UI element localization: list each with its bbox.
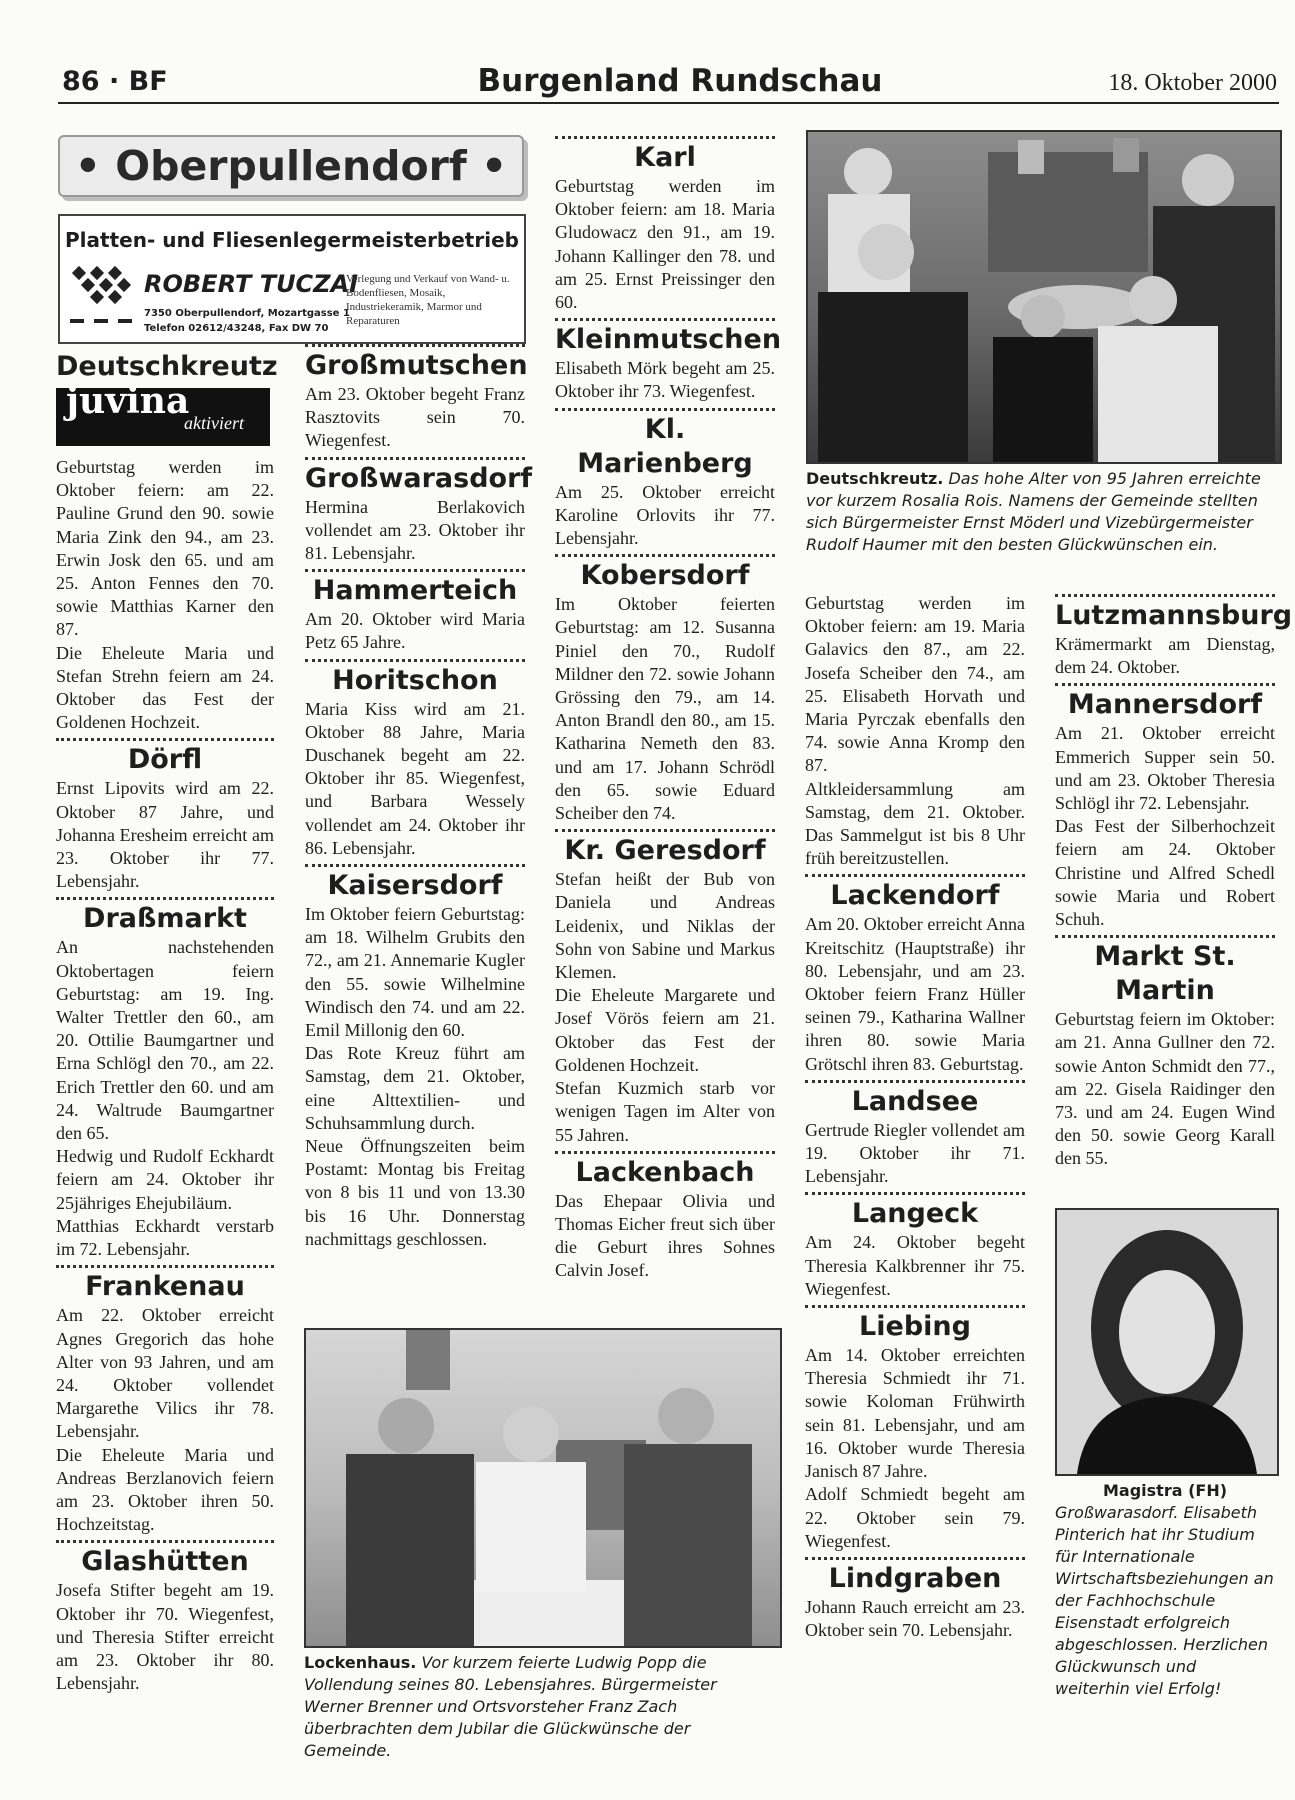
ad-company-name: ROBERT TUCZAI [144,270,359,298]
caption-place: Deutschkreutz. [806,469,944,488]
article-text: Josefa Stifter begeht am 19. Oktober ihr 70. Wiegenfest, und Theresia Stifter erreicht am 23. Oktober ihr 80. Lebensjahr. [56,1580,274,1694]
tile-logo-icon [68,264,140,334]
section-divider [56,1265,274,1268]
article-text: Die Eheleute Maria und Stefan Strehn feiern am 24. Oktober das Fest der Goldenen Hochzeit. [56,642,274,733]
ad-address [144,306,350,336]
caption-title: Magistra (FH) [1102,1481,1228,1500]
article-text: Matthias Eckhardt verstarb im 72. Lebensjahr. [56,1215,274,1260]
section-title: Lackenbach [575,1156,755,1188]
section-divider [1055,594,1275,597]
column-5 [1055,594,1293,1171]
section-divider [805,1080,1025,1083]
section-divider [805,1305,1025,1308]
article-text: Am 20. Oktober erreicht Anna Kreitschitz (Hauptstraße) ihr 80. Lebensjahr, und am 23. Oktober feiern Franz Hüller seinen 79., Katharina Wallner ihren 80. sowie Maria Grötschl ihren 83. Geburtstag. [805,914,1025,1074]
article-text: Altkleidersammlung am Samstag, dem 21. Oktober. Das Sammelgut ist bis 8 Uhr früh bereitzustellen. [805,778,1025,869]
section-title: Kaisersdorf [327,870,503,902]
caption-text: Vor kurzem feierte Ludwig Popp die Vollendung seines 80. Lebensjahres. Bürgermeister Werner Brenner und Ortsvorsteher Franz Zach überbrachten dem Jubilar die Glückwünsche der Gemeinde. [304,1653,717,1760]
section-divider [56,738,274,741]
article-text: Geburtstag feiern im Oktober: am 21. Anna Gullner den 72. sowie Anton Schmidt den 77., am 22. Gisela Raidinger den 73. und am 24. Eugen Wind den 50. sowie Georg Karall den 55. [1055,1009,1275,1169]
section-divider [555,318,775,321]
ad-headline: Platten- und Fliesenlegermeisterbetrieb [65,228,519,252]
section-title: Kl. Marienberg [577,413,753,479]
caption-text: Das hohe Alter von 95 Jahren erreichte vor kurzem Rosalia Rois. Namens der Gemeinde stellten sich Bürgermeister Ernst Möderl und Vizebürgermeister Rudolf Haumer mit den besten Glückwünschen ein. [806,469,1261,554]
article-text: Adolf Schmiedt begeht am 22. Oktober sein 79. Wiegenfest. [805,1484,1025,1551]
article-text: Gertrude Riegler vollendet am 19. Oktober ihr 71. Lebensjahr. [805,1119,1025,1187]
article-text: Elisabeth Mörk begeht am 25. Oktober ihr 73. Wiegenfest. [555,358,775,402]
article-text: Stefan Kuzmich starb vor wenigen Tagen im Alter von 55 Jahren. [555,1078,775,1145]
section-title: Mannersdorf [1067,689,1263,721]
tile-company-ad [58,214,526,344]
article-text: Im Oktober feiern Geburtstag: am 18. Wilhelm Grubits den 72., am 21. Annemarie Kugler den 55. sowie Wilhelmine Windisch den 74. und am 22. Emil Millonig den 60. [305,904,525,1041]
section-divider [805,874,1025,877]
section-divider [805,1192,1025,1195]
photo-birthday-visit [806,130,1282,464]
section-title: Kobersdorf [580,560,750,592]
section-divider [1055,683,1275,686]
portrait-caption [1055,1480,1275,1700]
article-text: Johann Rauch erreicht am 23. Oktober sein 70. Lebensjahr. [805,1596,1025,1641]
section-title: Lackendorf [830,880,1000,912]
photo-people-icon [306,1330,780,1646]
logo-text: juvina [66,380,190,422]
ad-street: 7350 Oberpullendorf, Mozartgasse 1 [144,308,350,319]
section-title: Markt St. Martin [1094,941,1236,1007]
article-text: Ernst Lipovits wird am 22. Oktober 87 Jahre, und Johanna Eresheim erreicht am 23. Oktober ihr 77. Lebensjahr. [56,778,274,892]
section-title: Kr. Geresdorf [564,835,766,867]
section-divider [56,897,274,900]
photo-portrait [1055,1208,1279,1476]
article-text: Die Eheleute Margarete und Josef Vörös feiern am 21. Oktober das Fest der Goldenen Hochzeit. [555,985,775,1075]
caption-text: Großwarasdorf. Elisabeth Pinterich hat ihr Studium für Internationale Wirtschaftsbeziehungen an der Fachhochschule Eisenstadt erfolgreich abgeschlossen. Herzlichen Glückwunsch und weiterhin viel Erfolg! [1055,1503,1274,1698]
section-divider [555,1151,775,1154]
section-divider [305,659,525,662]
column-3 [555,136,782,1283]
article-text: An nachstehenden Oktobertagen feiern Geburtstag: am 19. Ing. Walter Trettler den 60., am 20. Ottilie Baumgartner und Erna Schlögl den 70., am 22. Erich Trettler den 60. und am 24. Waltrude Baumgartner den 65. [56,937,274,1144]
newspaper-title: Burgenland Rundschau [477,63,883,99]
article-text: Hermina Berlakovich vollendet am 23. Oktober ihr 81. Lebensjahr. [305,496,525,564]
section-divider [305,457,525,460]
section-title: Glashütten [81,1546,249,1578]
photo-jubilee [304,1328,782,1648]
article-text: Die Eheleute Maria und Andreas Berzlanovich feiern am 23. Oktober ihren 50. Hochzeitstag. [56,1444,274,1535]
section-title: Kleinmutschen [555,324,782,356]
article-text: Am 23. Oktober begeht Franz Rasztovits sein 70. Wiegenfest. [305,384,525,451]
region-banner [58,135,524,197]
column-1 [56,350,278,1695]
section-title: Großmutschen [305,350,528,381]
section-title: Langeck [851,1198,979,1230]
article-text: Das Ehepaar Olivia und Thomas Eicher freut sich über die Geburt ihres Sohnes Calvin Josef. [555,1190,775,1281]
section-title: Deutschkreutz [56,351,278,382]
section-divider [555,408,775,411]
juvina-logo [56,380,270,446]
article-text: Neue Öffnungszeiten beim Postamt: Montag bis Freitag von 8 bis 11 und von 13.30 bis 16 Uhr. Donnerstag nachmittags geschlossen. [305,1136,525,1249]
logo-subtext: aktiviert [184,413,244,433]
column-4 [805,592,1025,1642]
article-text: Am 21. Oktober erreicht Emmerich Supper sein 50. und am 23. Oktober Theresia Schlögl ihr 72. Lebensjahr. [1055,723,1275,814]
article-text: Das Fest der Silberhochzeit feiern am 24. Oktober Christine und Alfred Schedl sowie Maria und Robert Schuh. [1055,816,1275,930]
section-title: Großwarasdorf [305,462,533,494]
section-title: Horitschon [332,664,498,696]
section-title: Hammerteich [312,575,518,607]
article-text: Am 20. Oktober wird Maria Petz 65 Jahre. [305,609,525,653]
section-divider [555,136,775,139]
section-title: Lutzmannsburg [1055,600,1293,631]
issue-date: 18. Oktober 2000 [1108,70,1277,96]
article-text: Geburtstag werden im Oktober feiern: am 22. Pauline Grund den 90. sowie Maria Zink den 94., am 23. Erwin Josk den 65. und am 25. Anton Fennes den 70. sowie Matthias Karner den 87. [56,457,274,640]
section-title: Draßmarkt [83,903,247,935]
section-divider [56,1540,274,1543]
section-title: Landsee [851,1085,979,1117]
photo-caption [806,468,1278,556]
article-text: Am 25. Oktober erreicht Karoline Orlovits ihr 77. Lebensjahr. [555,481,775,549]
portrait-icon [1057,1210,1277,1474]
article-text: Am 24. Oktober begeht Theresia Kalkbrenner ihr 75. Wiegenfest. [805,1232,1025,1299]
column-2 [305,344,533,1251]
photo-people-icon [808,132,1280,462]
section-title: Liebing [859,1311,971,1343]
page-number: 86 · BF [62,66,168,97]
section-divider [555,829,775,832]
article-text: Hedwig und Rudolf Eckhardt feiern am 24. Oktober ihr 25jähriges Ehejubiläum. [56,1146,274,1213]
article-text: Maria Kiss wird am 21. Oktober 88 Jahre, Maria Duschanek begeht am 22. Oktober ihr 85. Wiegenfest, und Barbara Wessely vollendet am 24. Oktober ihr 86. Lebensjahr. [305,698,525,858]
photo-caption [304,1652,778,1762]
article-text: Das Rote Kreuz führt am Samstag, dem 21. Oktober, eine Alttextilien- und Schuhsammlung durch. [305,1043,525,1133]
section-divider [555,554,775,557]
section-divider [305,569,525,572]
header-rule [58,102,1279,104]
article-text: Stefan heißt der Bub von Daniela und Andreas Leidenix, und Niklas der Sohn von Sabine und Markus Klemen. [555,869,775,983]
section-divider [305,864,525,867]
section-divider [805,1557,1025,1560]
article-text: Am 22. Oktober erreicht Agnes Gregorich das hohe Alter von 93 Jahren, und am 24. Oktober vollendet Margarethe Vilics ihr 78. Lebensjahr. [56,1305,274,1442]
section-divider [305,344,525,347]
article-text: Im Oktober feierten Geburtstag: am 12. Susanna Piniel den 70., Rudolf Mildner den 72. sowie Johann Grössing den 79., am 14. Anton Brandl den 80., am 15. Katharina Nemeth den 83. und am 17. Johann Schrödl den 65. sowie Eduard Scheiber den 74. [555,594,775,824]
article-text: Am 14. Oktober erreichten Theresia Schmiedt ihr 71. sowie Koloman Frühwirth sein 81. Lebensjahr, und am 16. Oktober wurde Theresia Janisch 87 Jahre. [805,1345,1025,1482]
section-title: Dörfl [127,744,203,776]
section-title: Frankenau [85,1271,245,1303]
section-title: Lindgraben [828,1562,1002,1594]
article-text: Geburtstag werden im Oktober feiern: am 19. Maria Galavics den 87., am 22. Josefa Scheiber den 74., am 25. Elisabeth Horvath und Maria Pyrczak ebenfalls den 74. sowie Anna Kromp den 87. [805,593,1025,776]
ad-phone: Telefon 02612/43248, Fax DW 70 [144,323,329,334]
ad-description: Verlegung und Verkauf von Wand- u. Bodenfliesen, Mosaik, Industriekeramik, Marmor und Reparaturen [346,273,510,327]
article-text: Geburtstag werden im Oktober feiern: am 18. Maria Gludowacz den 91., am 19. Johann Kallinger den 78. und am 25. Ernst Preissinger den 60. [555,176,775,313]
caption-place: Lockenhaus. [304,1653,417,1672]
region-title: • Oberpullendorf • [74,142,508,190]
section-title: Karl [634,142,696,173]
article-text: Krämermarkt am Dienstag, dem 24. Oktober. [1055,634,1275,678]
section-divider [1055,935,1275,938]
